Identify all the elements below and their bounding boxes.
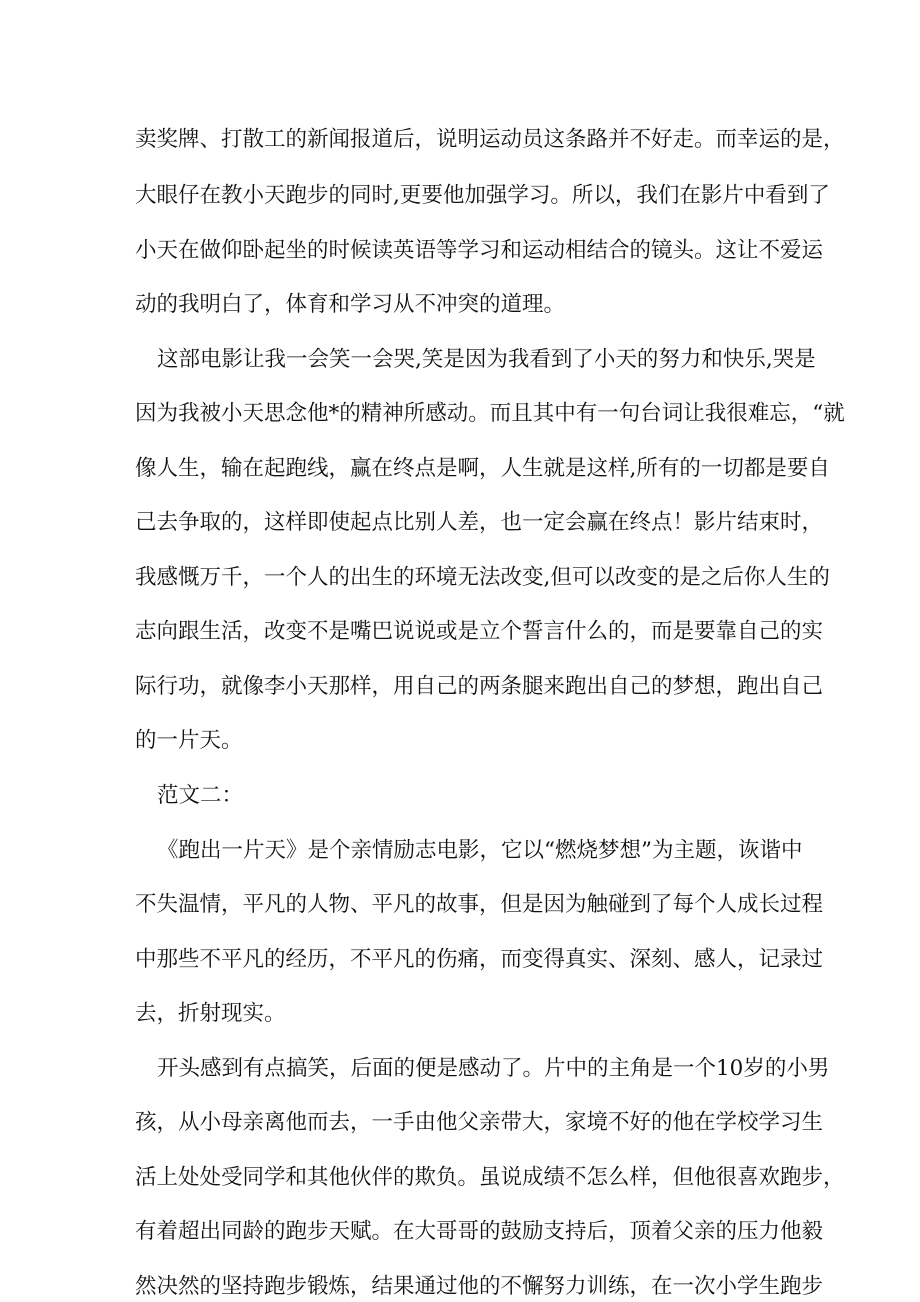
text-line-11: 际行功，就像李小天那样，用自己的两条腿来跑出自己的梦想，跑出自己 <box>135 674 824 699</box>
text-line-18: 开头感到有点搞笑，后面的便是感动了。片中的主角是一个10岁的小男 <box>157 1056 830 1081</box>
text-line-17: 去，折射现实。 <box>135 1001 286 1026</box>
text-line-2: 大眼仔在教小天跑步的同时,更要他加强学习。所以，我们在影片中看到了 <box>135 183 830 208</box>
text-line-21: 有着超出同龄的跑步天赋。在大哥哥的鼓励支持后，顶着父亲的压力他毅 <box>135 1219 824 1244</box>
text-line-5: 这部电影让我一会笑一会哭,笑是因为我看到了小天的努力和快乐,哭是 <box>157 347 816 372</box>
text-line-12: 的一片天。 <box>135 728 243 753</box>
text-line-22: 然决然的坚持跑步锻炼，结果通过他的不懈努力训练，在一次小学生跑步 <box>135 1274 824 1299</box>
text-line-10: 志向跟生活，改变不是嘴巴说说或是立个誓言什么的，而是要靠自己的实 <box>135 619 824 644</box>
text-line-8: 己去争取的，这样即使起点比别人差，也一定会赢在终点！影片结束时， <box>135 510 824 535</box>
text-line-14: 《跑出一片天》是个亲情励志电影，它以“燃烧梦想”为主题，诙谐中 <box>157 838 803 863</box>
text-line-16: 中那些不平凡的经历，不平凡的伤痛，而变得真实、深刻、感人，记录过 <box>135 947 824 972</box>
text-line-19: 孩，从小母亲离他而去，一手由他父亲带大，家境不好的他在学校学习生 <box>135 1110 824 1135</box>
text-line-9: 我感慨万千，一个人的出生的环境无法改变,但可以改变的是之后你人生的 <box>135 565 830 590</box>
section-heading: 范文二： <box>157 783 244 808</box>
text-line-3: 小天在做仰卧起坐的时候读英语等学习和运动相结合的镜头。这让不爱运 <box>135 238 824 263</box>
text-line-7: 像人生，输在起跑线，赢在终点是啊，人生就是这样,所有的一切都是要自 <box>135 456 830 481</box>
text-line-1: 卖奖牌、打散工的新闻报道后，说明运动员这条路并不好走。而幸运的是， <box>135 127 845 152</box>
text-line-15: 不失温情，平凡的人物、平凡的故事，但是因为触碰到了每个人成长过程 <box>135 892 824 917</box>
text-line-20: 活上处处受同学和其他伙伴的欺负。虽说成绩不怎么样，但他很喜欢跑步， <box>135 1165 845 1190</box>
text-line-4: 动的我明白了，体育和学习从不冲突的道理。 <box>135 292 566 317</box>
text-line-6: 因为我被小天思念他*的精神所感动。而且其中有一句台词让我很难忘，“就 <box>135 401 845 426</box>
